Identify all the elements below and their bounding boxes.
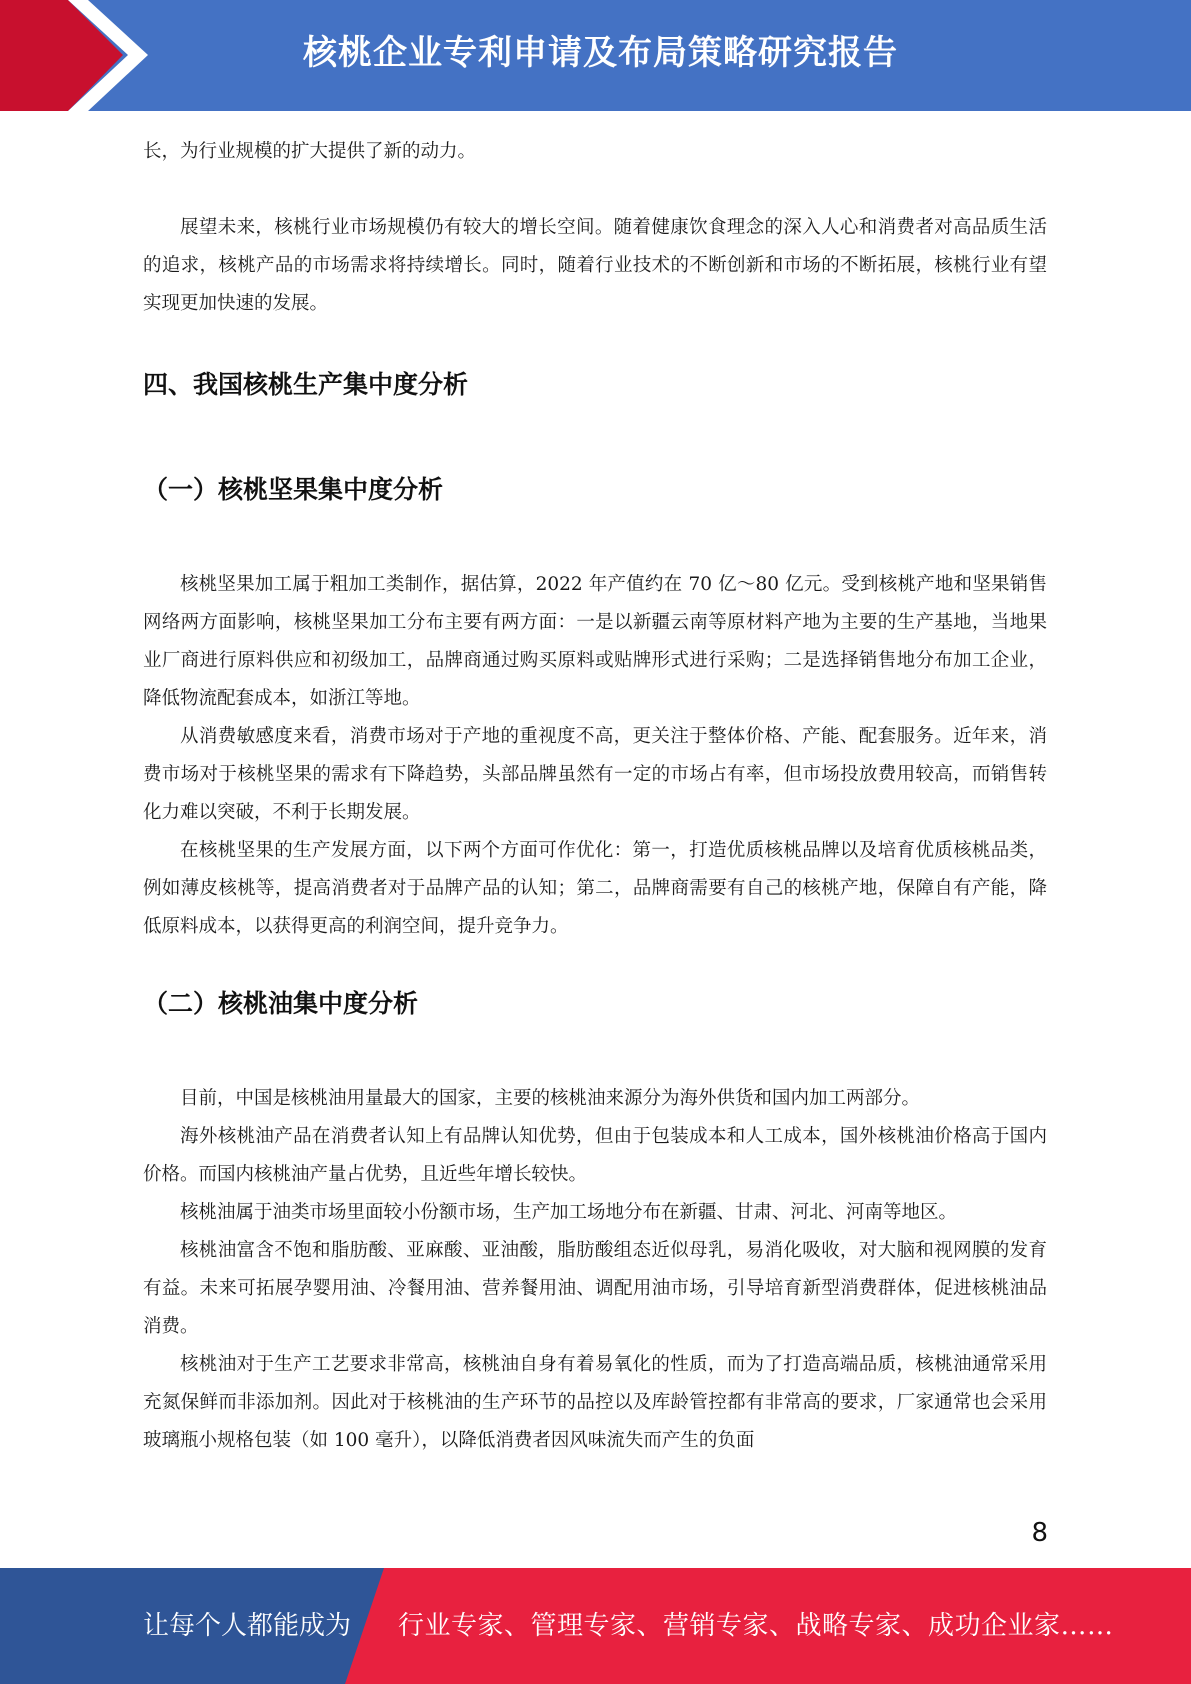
paragraph-outlook: 展望未来，核桃行业市场规模仍有较大的增长空间。随着健康饮食理念的深入人心和消费者对高品质生活的追求，核桃产品的市场需求将持续增长。同时，随着行业技术的不断创新和市场的不断拓展，核桃行业有望实现更加快速的发展。 [143, 217, 1047, 314]
report-title: 核桃企业专利申请及布局策略研究报告 [303, 33, 898, 73]
paragraph-nut-optimization: 在核桃坚果的生产发展方面，以下两个方面可作优化：第一，打造优质核桃品牌以及培育优质核桃品类，例如薄皮核桃等，提高消费者对于品牌产品的认知；第二，品牌商需要有自己的核桃产地，保障自有产能，降低原料成本，以获得更高的利润空间，提升竞争力。 [143, 840, 1047, 937]
page-number: 8 [1031, 1518, 1048, 1548]
footer-banner [0, 1568, 1191, 1684]
footer-slogan-right: 行业专家、管理专家、营销专家、战略专家、成功企业家…… [398, 1611, 1114, 1641]
page-content [143, 133, 1047, 1460]
subsection-heading-2: （二）核桃油集中度分析 [143, 989, 419, 1018]
paragraph-oil-overseas: 海外核桃油产品在消费者认知上有品牌认知优势，但由于包装成本和人工成本，国外核桃油价格高于国内价格。而国内核桃油产量占优势，且近些年增长较快。 [143, 1126, 1047, 1185]
paragraph-oil-process: 核桃油对于生产工艺要求非常高，核桃油自身有着易氧化的性质，而为了打造高端品质，核桃油通常采用充氮保鲜而非添加剂。因此对于核桃油的生产环节的品控以及库龄管控都有非常高的要求，厂家通常也会采用玻璃瓶小规格包装（如 100 毫升），以降低消费者因风味流失而产生的负面 [143, 1354, 1047, 1451]
paragraph-oil-market-share: 核桃油属于油类市场里面较小份额市场，生产加工场地分布在新疆、甘肃、河北、河南等地区。 [180, 1202, 958, 1223]
paragraph-nut-processing: 核桃坚果加工属于粗加工类制作，据估算，2022 年产值约在 70 亿～80 亿元。受到核桃产地和坚果销售网络两方面影响，核桃坚果加工分布主要有两方面：一是以新疆云南等原材料产地为主要的生产基地，当地果业厂商进行原料供应和初级加工，品牌商通过购买原料或贴牌形式进行采购；二是选择销售地分布加工企业，降低物流配套成本，如浙江等地。 [143, 574, 1047, 709]
paragraph-oil-usage: 目前，中国是核桃油用量最大的国家，主要的核桃油来源分为海外供货和国内加工两部分。 [180, 1088, 921, 1109]
paragraph-consumer-sensitivity: 从消费敏感度来看，消费市场对于产地的重视度不高，更关注于整体价格、产能、配套服务。近年来，消费市场对于核桃坚果的需求有下降趋势，头部品牌虽然有一定的市场占有率，但市场投放费用较高，而销售转化力难以突破，不利于长期发展。 [143, 726, 1047, 823]
header-banner [0, 0, 1191, 111]
section-heading-4: 四、我国核桃生产集中度分析 [143, 370, 469, 399]
footer-slogan-left: 让每个人都能成为 [143, 1611, 352, 1641]
paragraph-oil-nutrition: 核桃油富含不饱和脂肪酸、亚麻酸、亚油酸，脂肪酸组态近似母乳，易消化吸收，对大脑和视网膜的发育有益。未来可拓展孕婴用油、冷餐用油、营养餐用油、调配用油市场，引导培育新型消费群体，促进核桃油品消费。 [143, 1240, 1047, 1337]
subsection-heading-1: （一）核桃坚果集中度分析 [143, 475, 444, 504]
paragraph-continuation: 长，为行业规模的扩大提供了新的动力。 [143, 141, 477, 162]
